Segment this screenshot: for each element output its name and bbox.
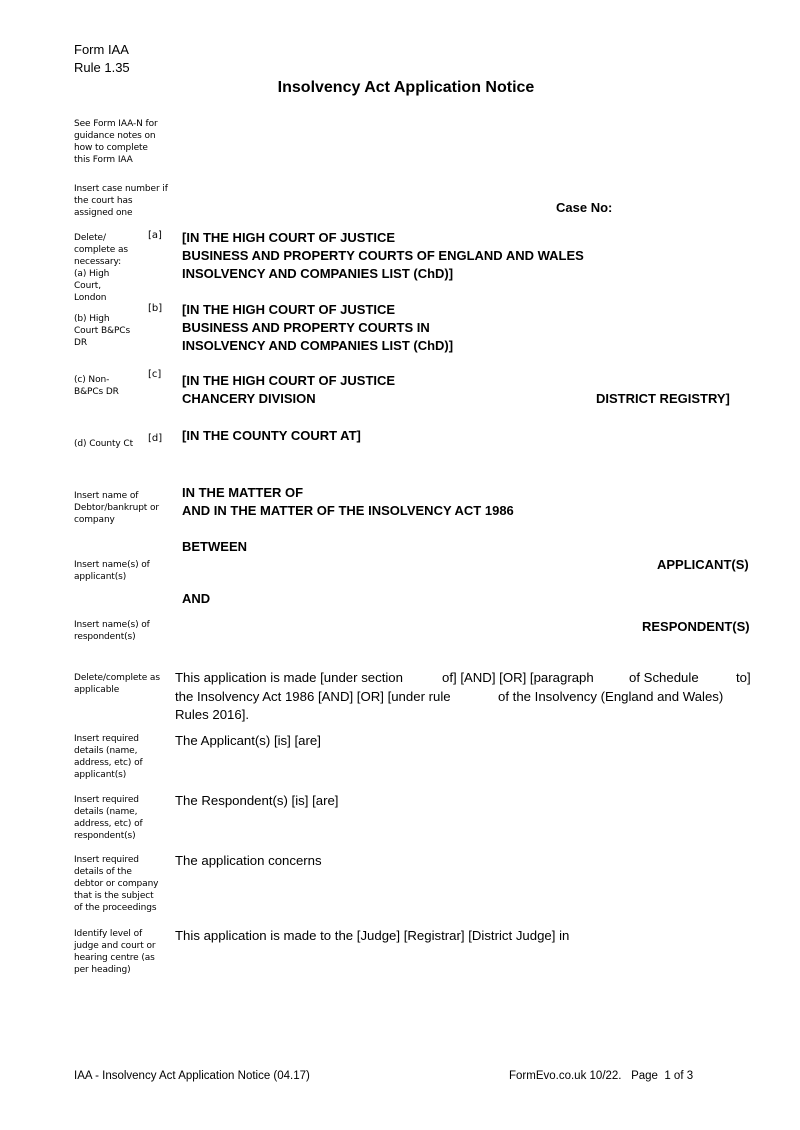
note-b: (b) High Court B&PCs DR [74, 314, 131, 348]
page-title: Insolvency Act Application Notice [277, 79, 535, 96]
statement-respondents: The Respondent(s) [is] [are] [175, 793, 339, 808]
court-option-b: [IN THE HIGH COURT OF JUSTICE BUSINESS AND PROPERTY COURTS IN INSOLVENCY AND COMPANIES LIST (ChD)] [182, 302, 454, 353]
marker-c: [c] [148, 369, 162, 380]
marker-a: [a] [148, 230, 162, 241]
statement-made-under-line1-part1: This application is made [under section [175, 670, 403, 685]
note-debtor-name: Insert name of Debtor/bankrupt or company [74, 491, 160, 525]
marker-d: [d] [148, 433, 163, 444]
case-no-label: Case No: [556, 200, 613, 215]
note-respondent-details: Insert required details (name, address, etc) of respondent(s) [74, 795, 143, 841]
footer-right: FormEvo.co.uk 10/22. Page 1 of 3 [509, 1070, 694, 1082]
note-delete-complete-applicable: Delete/complete as applicable [74, 673, 160, 695]
note-delete-complete: Delete/ complete as necessary: (a) High Court, London [74, 233, 129, 303]
statement-made-under-line1-part4: to] [736, 670, 751, 685]
statement-made-under-line2-part2: of the Insolvency (England and Wales) [498, 689, 724, 704]
district-registry-label: DISTRICT REGISTRY] [596, 391, 730, 406]
form-rule: Rule 1.35 [74, 60, 130, 75]
between-label: BETWEEN [182, 539, 247, 554]
statement-concerns: The application concerns [175, 853, 322, 868]
note-respondents: Insert name(s) of respondent(s) [74, 620, 150, 642]
court-option-a: [IN THE HIGH COURT OF JUSTICE BUSINESS AND PROPERTY COURTS OF ENGLAND AND WALES INSOLVENCY AND COMPANIES LIST (ChD)] [182, 230, 584, 281]
statement-made-under-line2-part1: the Insolvency Act 1986 [AND] [OR] [under rule [175, 689, 451, 704]
note-d: (d) County Ct [74, 439, 134, 449]
marker-b: [b] [148, 303, 163, 314]
applicants-label: APPLICANT(S) [657, 557, 749, 572]
statement-applicants: The Applicant(s) [is] [are] [175, 733, 321, 748]
note-c: (c) Non- B&PCs DR [74, 375, 119, 397]
statement-made-under-line1-part3: of Schedule [629, 670, 699, 685]
statement-made-under-line1-part2: of] [AND] [OR] [paragraph [442, 670, 594, 685]
note-debtor-details: Insert required details of the debtor or company that is the subject of the proceedings [74, 855, 159, 913]
respondents-label: RESPONDENT(S) [642, 619, 750, 634]
matter-heading: IN THE MATTER OF AND IN THE MATTER OF THE INSOLVENCY ACT 1986 [182, 485, 514, 518]
court-option-d: [IN THE COUNTY COURT AT] [182, 428, 361, 443]
note-guidance: See Form IAA-N for guidance notes on how to complete this Form IAA [74, 119, 158, 165]
court-option-c: [IN THE HIGH COURT OF JUSTICE CHANCERY DIVISION [182, 373, 396, 406]
and-label: AND [182, 591, 211, 606]
note-judge-level: Identify level of judge and court or hearing centre (as per heading) [74, 929, 156, 975]
note-applicants: Insert name(s) of applicant(s) [74, 560, 150, 582]
statement-made-to: This application is made to the [Judge] [Registrar] [District Judge] in [175, 928, 570, 943]
statement-made-under-line3: Rules 2016]. [175, 707, 250, 722]
note-applicant-details: Insert required details (name, address, etc) of applicant(s) [74, 734, 143, 780]
note-case-number: Insert case number if the court has assigned one [74, 184, 168, 218]
form-code: Form IAA [74, 42, 129, 57]
footer-left: IAA - Insolvency Act Application Notice (04.17) [74, 1070, 310, 1082]
